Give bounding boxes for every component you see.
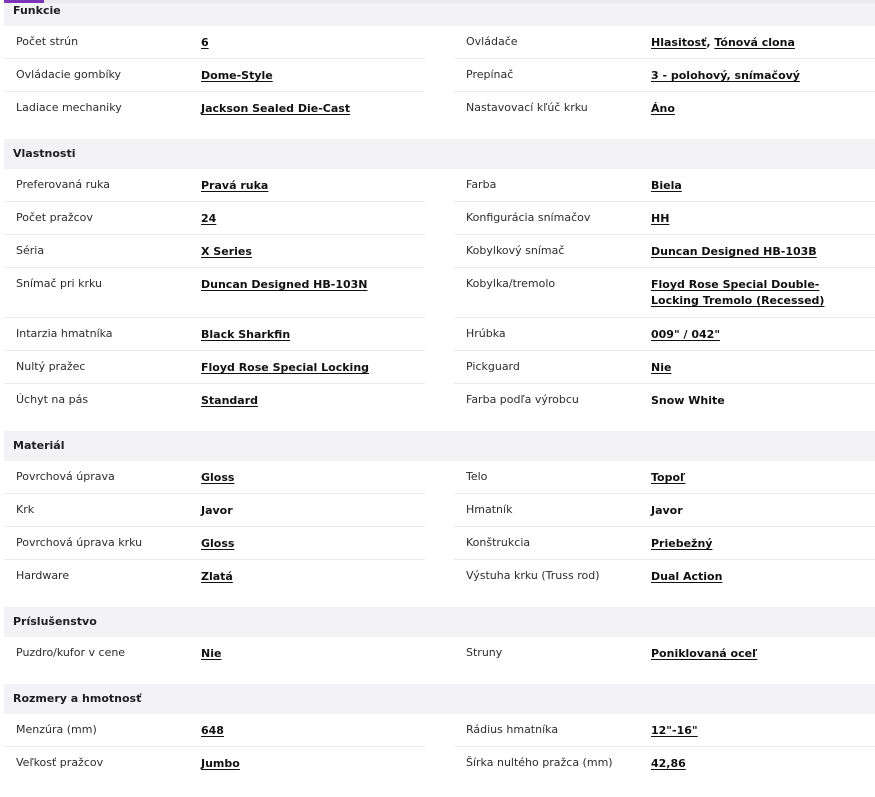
- spec-value-link[interactable]: Topoľ: [651, 471, 686, 484]
- spec-label: Počet strún: [16, 35, 79, 48]
- spec-label: Pickguard: [466, 360, 520, 373]
- spec-value-link[interactable]: Gloss: [201, 471, 235, 484]
- column-left: [4, 169, 425, 417]
- spec-row: [454, 235, 875, 268]
- spec-value-link[interactable]: Dome-Style: [201, 69, 273, 82]
- spec-row: [4, 268, 425, 318]
- spec-row: [454, 318, 875, 351]
- spec-value-link[interactable]: Jumbo: [201, 757, 240, 770]
- spec-label: Počet pražcov: [16, 211, 93, 224]
- spec-label: Hardware: [16, 569, 70, 582]
- spec-value-link[interactable]: Duncan Designed HB-103B: [651, 245, 817, 258]
- spec-label: Séria: [16, 244, 45, 257]
- column-left: [4, 637, 425, 670]
- spec-value-link[interactable]: Jackson Sealed Die-Cast: [201, 102, 351, 115]
- spec-value: Javor: [651, 504, 683, 517]
- section-title: Príslušenstvo: [4, 607, 875, 637]
- spec-row: [4, 26, 425, 59]
- spec-label: Prepínač: [466, 68, 514, 81]
- spec-row: [4, 169, 425, 202]
- spec-value-link[interactable]: 3 - polohový, snímačový: [651, 69, 800, 82]
- column-left: [4, 714, 425, 780]
- spec-value-link[interactable]: Áno: [651, 102, 675, 115]
- column-left: [4, 461, 425, 593]
- spec-row: [454, 59, 875, 92]
- spec-row: [454, 461, 875, 494]
- spec-value: Javor: [201, 504, 233, 517]
- spec-value-link[interactable]: 12"-16": [651, 724, 698, 737]
- spec-value-link[interactable]: 648: [201, 724, 224, 737]
- spec-value-link[interactable]: Floyd Rose Special Locking: [201, 361, 370, 374]
- spec-value-link[interactable]: 24: [201, 212, 217, 225]
- section-title: Vlastnosti: [4, 139, 875, 169]
- spec-label: Šírka nultého pražca (mm): [466, 756, 613, 769]
- spec-value-link[interactable]: X Series: [201, 245, 252, 258]
- spec-row: [4, 494, 425, 527]
- spec-row: [4, 92, 425, 125]
- spec-label: Konštrukcia: [466, 536, 531, 549]
- spec-row: [4, 637, 425, 670]
- spec-row: [454, 384, 875, 417]
- spec-row: [4, 351, 425, 384]
- spec-label: Struny: [466, 646, 503, 659]
- column-right: [454, 169, 875, 417]
- spec-row: [454, 202, 875, 235]
- spec-row: [4, 747, 425, 780]
- spec-label: Ovládače: [466, 35, 518, 48]
- section-material: [4, 431, 875, 593]
- spec-row: [454, 351, 875, 384]
- column-right: [454, 637, 875, 670]
- spec-value-link[interactable]: Floyd Rose Special Double-Locking Tremolo (Recessed): [651, 278, 825, 307]
- spec-row: [454, 747, 875, 780]
- spec-row: [454, 637, 875, 670]
- spec-row: [4, 461, 425, 494]
- spec-label: Menzúra (mm): [16, 723, 97, 736]
- section-rozmery: [4, 684, 875, 780]
- spec-row: [4, 560, 425, 593]
- spec-value-link[interactable]: Pravá ruka: [201, 179, 269, 192]
- spec-row: [454, 268, 875, 318]
- spec-label: Hmatník: [466, 503, 513, 516]
- spec-value-link[interactable]: Tónová clona: [714, 36, 795, 49]
- spec-label: Farba podľa výrobcu: [466, 393, 579, 406]
- spec-value-link[interactable]: Biela: [651, 179, 682, 192]
- spec-row: [454, 92, 875, 125]
- spec-label: Konfigurácia snímačov: [466, 211, 591, 224]
- spec-label: Výstuha krku (Truss rod): [466, 569, 600, 582]
- spec-row: [4, 318, 425, 351]
- spec-value-link[interactable]: Duncan Designed HB-103N: [201, 278, 368, 291]
- spec-label: Farba: [466, 178, 497, 191]
- spec-row: [4, 235, 425, 268]
- spec-value-link[interactable]: 42,86: [651, 757, 686, 770]
- column-right: [454, 714, 875, 780]
- spec-value-link[interactable]: HH: [651, 212, 670, 225]
- spec-label: Ovládacie gombíky: [16, 68, 122, 81]
- spec-label: Povrchová úprava: [16, 470, 115, 483]
- spec-label: Intarzia hmatníka: [16, 327, 113, 340]
- spec-row: [454, 527, 875, 560]
- spec-label: Snímač pri krku: [16, 277, 102, 290]
- spec-value-link[interactable]: Dual Action: [651, 570, 723, 583]
- spec-value-link[interactable]: 009" / 042": [651, 328, 721, 341]
- spec-row: [454, 169, 875, 202]
- section-funkcie: [4, 3, 875, 125]
- spec-label: Ladiace mechaniky: [16, 101, 122, 114]
- spec-value-link[interactable]: Hlasitosť: [651, 36, 707, 49]
- spec-label: Povrchová úprava krku: [16, 536, 143, 549]
- spec-row: [454, 560, 875, 593]
- spec-value-link[interactable]: Black Sharkfin: [201, 328, 291, 341]
- spec-row: [4, 59, 425, 92]
- spec-row: [4, 202, 425, 235]
- spec-value-link[interactable]: Gloss: [201, 537, 235, 550]
- spec-label: Veľkosť pražcov: [16, 756, 104, 769]
- spec-label: Preferovaná ruka: [16, 178, 111, 191]
- section-title: Rozmery a hmotnosť: [4, 684, 875, 714]
- spec-value-link[interactable]: Zlatá: [201, 570, 233, 583]
- spec-row: [454, 26, 875, 59]
- column-right: [454, 461, 875, 593]
- section-title: Materiál: [4, 431, 875, 461]
- spec-value: Snow White: [651, 394, 725, 407]
- spec-label: Rádius hmatníka: [466, 723, 559, 736]
- spec-label: Hrúbka: [466, 327, 506, 340]
- spec-value-link[interactable]: 6: [201, 36, 209, 49]
- spec-value-link[interactable]: Nie: [201, 647, 222, 660]
- section-title: Funkcie: [4, 3, 875, 26]
- spec-table: [4, 3, 875, 797]
- spec-label: Kobylkový snímač: [466, 244, 565, 257]
- spec-label: Úchyt na pás: [16, 393, 89, 406]
- spec-value-link[interactable]: Priebežný: [651, 537, 713, 550]
- spec-row: [4, 384, 425, 417]
- spec-row: [454, 494, 875, 527]
- spec-value-link[interactable]: Nie: [651, 361, 672, 374]
- spec-label: Nastavovací kľúč krku: [466, 101, 588, 114]
- column-right: [454, 26, 875, 125]
- section-prislusenstvo: [4, 607, 875, 670]
- value-separator: ,: [706, 36, 715, 49]
- spec-label: Telo: [466, 470, 488, 483]
- spec-value-link[interactable]: Standard: [201, 394, 259, 407]
- spec-row: [4, 527, 425, 560]
- spec-value-link[interactable]: Poniklovaná oceľ: [651, 647, 758, 660]
- spec-label: Kobylka/tremolo: [466, 277, 556, 290]
- spec-row: [4, 714, 425, 747]
- spec-label: Krk: [16, 503, 35, 516]
- column-left: [4, 26, 425, 125]
- spec-label: Nultý pražec: [16, 360, 86, 373]
- spec-row: [454, 714, 875, 747]
- spec-label: Puzdro/kufor v cene: [16, 646, 126, 659]
- section-vlastnosti: [4, 139, 875, 417]
